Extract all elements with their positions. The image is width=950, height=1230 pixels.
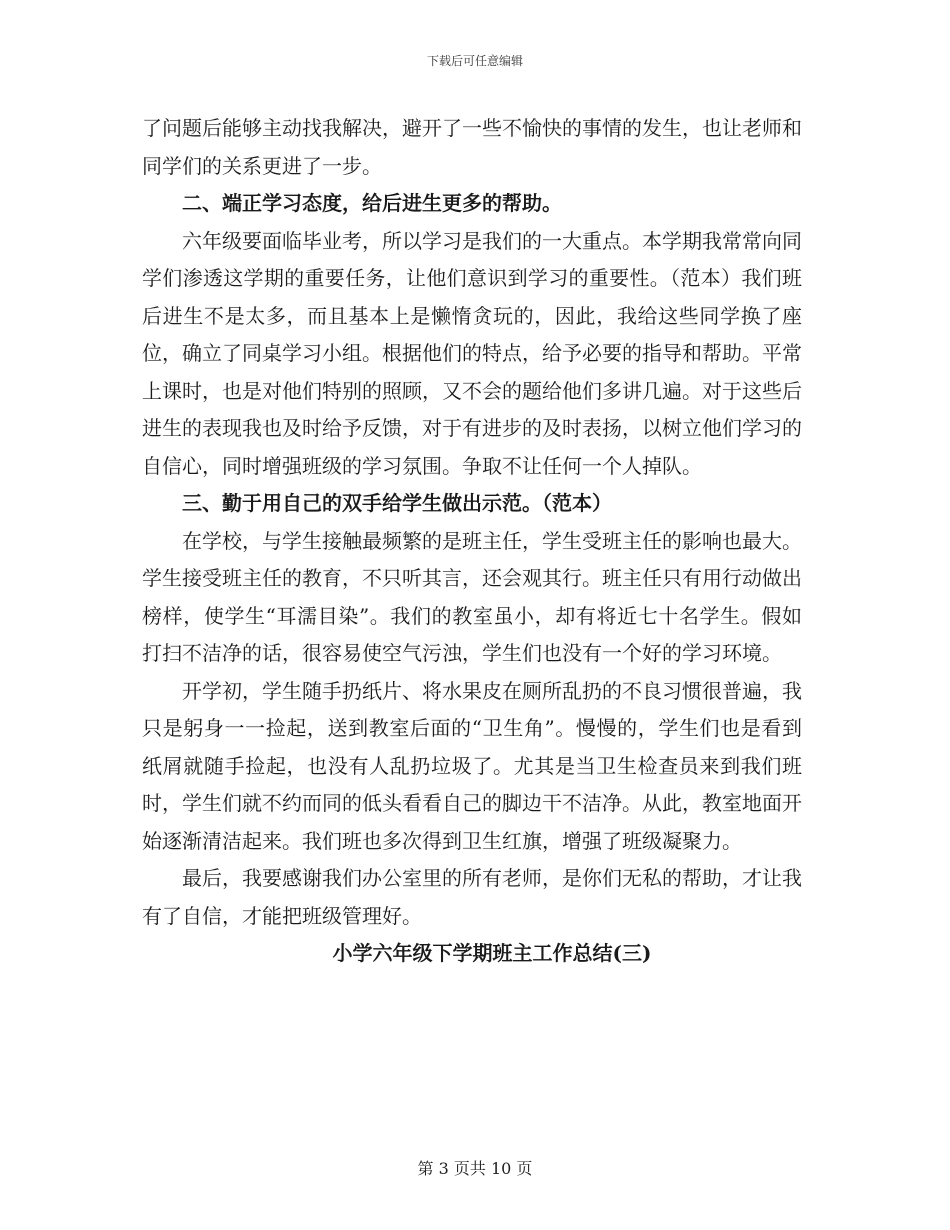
section-heading-3: 三、勤于用自己的双手给学生做出示范。（范本） [182, 491, 612, 515]
paragraph-thanks: 最后，我要感谢我们办公室里的所有老师，是你们无私的帮助，才让我有了自信，才能把班级管理好。 [142, 866, 802, 928]
page-header: 下载后可任意编辑 [426, 54, 523, 68]
page-footer: 第 3 页共 10 页 [417, 1159, 533, 1178]
paragraph-learning-attitude: 六年级要面临毕业考，所以学习是我们的一大重点。本学期我常常向同学们渗透这学期的重要任务，让他们意识到学习的重要性。（范本）我们班后进生不是太多，而且基本上是懒惰贪玩的，因此，我给这些同学换了座位，确立了同桌学习小组。根据他们的特点，给予必要的指导和帮助。平常上课时，也是对他们特别的照顾，又不会的题给他们多讲几遍。对于这些后进生的表现我也及时给予反馈，对于有进步的及时表扬，以树立他们学习的自信心，同时增强班级的学习氛围。争取不让任何一个人掉队。 [142, 228, 802, 478]
document-body [142, 110, 802, 973]
section-heading-2: 二、端正学习态度，给后进生更多的帮助。 [182, 191, 562, 215]
next-section-title: 小学六年级下学期班主工作总结(三) [332, 941, 652, 965]
paragraph-continuation: 了问题后能够主动找我解决，避开了一些不愉快的事情的发生，也让老师和同学们的关系更进了一步。 [142, 116, 802, 178]
paragraph-role-model: 在学校，与学生接触最频繁的是班主任，学生受班主任的影响也最大。学生接受班主任的教育，不只听其言，还会观其行。班主任只有用行动做出榜样，使学生“耳濡目染”。我们的教室虽小，却有将近七十名学生。假如打扫不洁净的话，很容易使空气污浊，学生们也没有一个好的学习环境。 [142, 528, 802, 665]
paragraph-hygiene: 开学初，学生随手扔纸片、将水果皮在厕所乱扔的不良习惯很普遍，我只是躬身一一捡起，送到教室后面的“卫生角”。慢慢的，学生们也是看到纸屑就随手捡起，也没有人乱扔垃圾了。尤其是当卫生检查员来到我们班时，学生们就不约而同的低头看看自己的脚边干不洁净。从此，教室地面开始逐渐清洁起来。我们班也多次得到卫生红旗，增强了班级凝聚力。 [142, 678, 802, 853]
